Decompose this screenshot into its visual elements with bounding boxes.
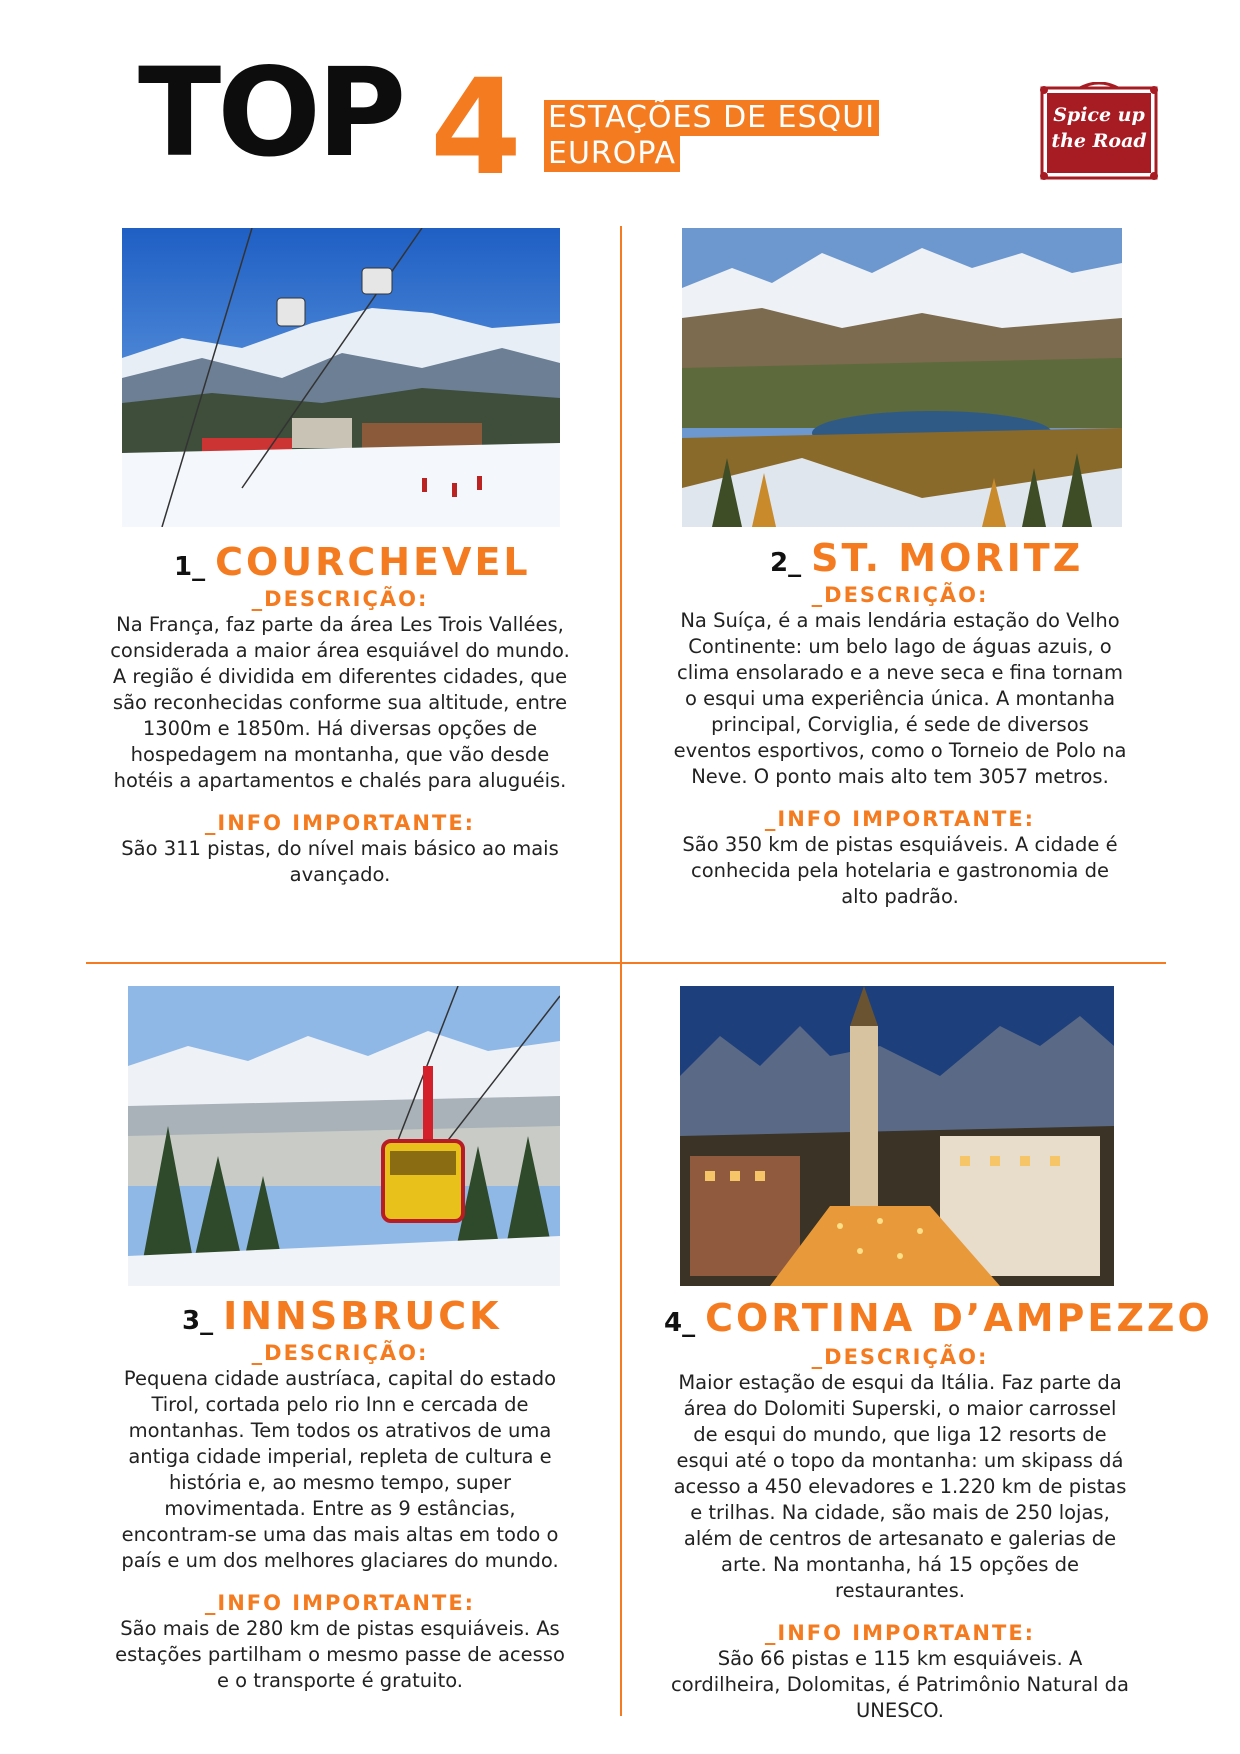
spice-up-the-road-logo: [1040, 82, 1158, 180]
logo-line-2: the Road: [1051, 130, 1147, 152]
subtitle-line-1: ESTAÇÕES DE ESQUI: [544, 100, 879, 136]
st-moritz-card: [670, 582, 1130, 910]
innsbruck-name: INNSBRUCK: [223, 1294, 502, 1338]
cortina-name: CORTINA D’AMPEZZO: [705, 1296, 1213, 1340]
cortina-photo: [680, 986, 1114, 1286]
subtitle: [544, 100, 879, 172]
logo-text: [1040, 102, 1158, 154]
courchevel-number: 1_: [174, 552, 206, 582]
st-moritz-info: São 350 km de pistas esquiáveis. A cidade é conhecida pela hotelaria e gastronomia de alto padrão.: [682, 833, 1118, 908]
st-moritz-description-label: _DESCRIÇÃO:: [811, 583, 989, 607]
st-moritz-title: [770, 536, 1083, 580]
cortina-description-label: _DESCRIÇÃO:: [811, 1345, 989, 1369]
cortina-description: Maior estação de esqui da Itália. Faz parte da área do Dolomiti Superski, o maior carrossel de esqui do mundo, que liga 12 resorts de esqui até o topo da montanha: um skipass dá acesso a 450 elevadores e 1.220 km de pistas e trilhas. Na cidade, são mais de 250 lojas, além de centros de artesanato e galerias de arte. Na montanha, há 15 opções de restaurantes.: [673, 1371, 1127, 1602]
logo-line-1: Spice up: [1053, 104, 1145, 126]
innsbruck-description-label: _DESCRIÇÃO:: [251, 1341, 429, 1365]
subtitle-line-2: EUROPA: [544, 136, 680, 172]
courchevel-card: [110, 586, 570, 888]
innsbruck-card: [110, 1340, 570, 1694]
cortina-info: São 66 pistas e 115 km esquiáveis. A cordilheira, Dolomitas, é Patrimônio Natural da UNESCO.: [671, 1647, 1129, 1722]
courchevel-description-label: _DESCRIÇÃO:: [251, 587, 429, 611]
title-number: 4: [430, 51, 522, 205]
courchevel-title: [174, 540, 531, 584]
innsbruck-description: Pequena cidade austríaca, capital do estado Tirol, cortada pelo rio Inn e cercada de montanhas. Tem todos os atrativos de uma antiga cidade imperial, repleta de cultura e história e, ao mesmo tempo, super movimentada. Entre as 9 estâncias, encontram-se uma das mais altas em todo o país e um dos melhores glaciares do mundo.: [121, 1367, 559, 1572]
courchevel-info: São 311 pistas, do nível mais básico ao mais avançado.: [121, 837, 559, 886]
st-moritz-name: ST. MORITZ: [811, 536, 1084, 580]
innsbruck-title: [182, 1294, 502, 1338]
cortina-title: [664, 1296, 1213, 1340]
horizontal-divider: [86, 962, 1166, 964]
courchevel-description: Na França, faz parte da área Les Trois Vallées, considerada a maior área esquiável do mundo. A região é dividida em diferentes cidades, que são reconhecidas conforme sua altitude, entre 1300m e 1850m. Há diversas opções de hospedagem na montanha, que vão desde hotéis a apartamentos e chalés para aluguéis.: [110, 613, 570, 792]
cortina-card: [670, 1344, 1130, 1724]
innsbruck-number: 3_: [182, 1306, 214, 1336]
cortina-info-label: _INFO IMPORTANTE:: [764, 1621, 1036, 1645]
courchevel-photo: [122, 228, 560, 527]
innsbruck-photo: [128, 986, 560, 1286]
st-moritz-number: 2_: [770, 548, 802, 578]
title-top-word: TOP: [138, 42, 403, 184]
st-moritz-description: Na Suíça, é a mais lendária estação do Velho Continente: um belo lago de águas azuis, o clima ensolarado e a neve seca e fina tornam o esqui uma experiência única. A montanha principal, Corviglia, é sede de diversos eventos esportivos, como o Torneio de Polo na Neve. O ponto mais alto tem 3057 metros.: [673, 609, 1127, 788]
courchevel-name: COURCHEVEL: [215, 540, 531, 584]
cortina-number: 4_: [664, 1308, 696, 1338]
innsbruck-info-label: _INFO IMPORTANTE:: [204, 1591, 476, 1615]
page-header: [0, 0, 1240, 205]
courchevel-info-label: _INFO IMPORTANTE:: [204, 811, 476, 835]
st-moritz-info-label: _INFO IMPORTANTE:: [764, 807, 1036, 831]
st-moritz-photo: [682, 228, 1122, 527]
innsbruck-info: São mais de 280 km de pistas esquiáveis. As estações partilham o mesmo passe de acesso e o transporte é gratuito.: [115, 1617, 565, 1692]
vertical-divider: [620, 226, 622, 1716]
